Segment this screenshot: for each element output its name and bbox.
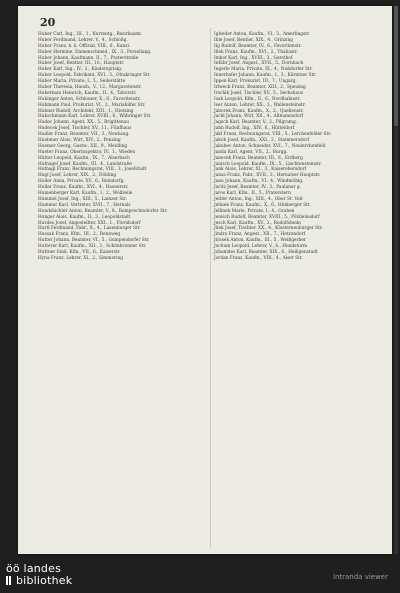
directory-entry: Jaborek Franz, Kaufm., X., 2., Quellenstr. [214, 108, 304, 114]
directory-entry: Jank Alois, Lehrer, XI., 3., Kaiserebersdorf [214, 167, 307, 173]
directory-entry: Huber Leopold, Fabrikant, XVI., 3., Ottakringer Str. [38, 73, 151, 79]
directory-entry: Hueter Franz, Oberinspektor, IV., 1., Wieden [38, 149, 136, 155]
directory-entry: Huber Ferdinand, Lehrer, V., 4., Schloßg. [38, 37, 128, 43]
directory-entry: Jordan Franz, Kaufm., VIII., 4., Alser Str. [214, 255, 303, 261]
directory-entry: Hussak Franz, Kfm., III., 2., Rennweg [38, 232, 121, 238]
directory-entry: Jaros Karl, Kfm., II., 5., Praterstern [214, 191, 291, 197]
page-number: 20 [40, 16, 56, 29]
directory-entry: Jilek Josef, Tischler, XX., 4., Klosterneuburger Str. [214, 226, 323, 232]
directory-entry: Huber Theresia, Haush., V., 12., Margaretenstr. [38, 85, 142, 91]
directory-entry: Isak Leopold, Kfm., II., 6., Nordbahnstr. [214, 96, 301, 102]
directory-entry: Hubner Rudolf, Architekt, XIII., 1., Hietzing [38, 108, 134, 114]
directory-entry: Janecek Franz, Beamter, III., 8., Erdberg [214, 155, 303, 161]
directory-entry: Hubmann Paul, Prokurist, VI., 2., Mariahilfer Str. [38, 102, 146, 108]
scrollbar-thumb[interactable] [394, 6, 398, 126]
directory-entry: Humenberger Karl, Kaufm., I., 2., Wollzeile [38, 191, 133, 197]
directory-entry: Irschik Josef, Tischler, XV., 5., Sechshaus [214, 90, 304, 96]
directory-entry: Inführ Josef, Angest., XVII., 5., Dornbach [214, 61, 304, 67]
directory-entry: Huber Maria, Private, I., 5., Seilerstätte [38, 79, 126, 85]
directory-entry: Jansa Franz, Fabr., XVII., 2., Hernalser Hauptstr. [214, 173, 321, 179]
viewer-footer [0, 559, 400, 593]
directory-entry: Jagsch Karl, Beamter, V., 2., Pilgramg. [214, 120, 298, 126]
directory-entry: Hummel Josef, Ing., XIII., 5., Lainzer Str. [38, 196, 127, 202]
directory-entry: Hugl Josef, Lehrer, XIX., 2., Döbling [38, 173, 117, 179]
scanned-page [18, 6, 392, 554]
directory-entry: Janda Karl, Agent, VII., 2., Burgg. [214, 149, 288, 155]
directory-entry: Huber Hermine, Damenschneid., IX., 3., Porzellang. [38, 49, 152, 55]
directory-entry: Johanides Karl, Beamter, XIX., 6., Heiligenstadt [214, 249, 318, 255]
directory-entry: Innerhofer Johann, Kaufm., I., 3., Kärntner Str. [214, 73, 317, 79]
viewer-label: intranda viewer [333, 573, 388, 581]
directory-entry: Ippen Karl, Prokurist, III., 7., Ungarg. [214, 79, 297, 85]
directory-entry: Hundsbichler Anton, Beamter, V., 8., Reinprechtsdorfer Str. [38, 208, 168, 214]
directory-entry: Hutterer Karl, Kaufm., XII., 3., Schönbrunner Str. [38, 244, 147, 250]
directory-entry: Illek Franz, Kaufm., XVI., 2., Thaliastr. [214, 49, 298, 55]
directory-entry: Huller Anna, Private, XV., 6., Reindorfg. [38, 179, 125, 185]
directory-entry: Hyna Franz, Lehrer, XI., 2., Simmering [38, 255, 123, 261]
directory-entry: Huberman Heinrich, Kaufm., II., 4., Taborstr. [38, 90, 137, 96]
directory-entry: Hudec Johann, Agent, XX., 5., Brigittenau [38, 120, 129, 126]
directory-entry: Hudler Franz, Beamter, VII., 3., Neubaug. [38, 132, 130, 138]
directory-entry: Jochum Leopold, Lehrer, V., 6., Hundsturm [214, 244, 308, 250]
directory-entry: Hütter Leopold, Kaufm., IX., 7., Alserbach [38, 155, 130, 161]
library-logo[interactable] [6, 563, 72, 588]
directory-entry: Jakubec Anton, Schneider, XVI., 7., Neulerchenfeld [214, 143, 326, 149]
left-column [38, 32, 206, 262]
directory-entry: Jeitler Anton, Ing., XIII., 4., Ober St. Veit [214, 196, 303, 202]
directory-entry: Ingerle Maria, Private, IX., 4., Nußdorfer Str. [214, 67, 313, 73]
directory-entry: Hubinger Anton, Schlosser, X., 8., Favoritenstr. [38, 96, 141, 102]
directory-entry: Jenisch Rudolf, Beamter, XVIII., 5., Pötzleinsdorf [214, 214, 320, 220]
directory-entry: Jellinek Marie, Private, I., 4., Graben [214, 208, 295, 214]
directory-entry: Iser Anton, Lehrer, XX., 3., Wallensteinstr. [214, 102, 306, 108]
directory-entry: Hudecek Josef, Tischler, XV., 11., Fünfhaus [38, 126, 132, 132]
directory-entry: Hurtl Ferdinand, Fabr., X., 4., Laxenburger Str. [38, 226, 141, 232]
directory-entry: Jindra Franz, Angest., XII., 7., Hetzendorf [214, 232, 306, 238]
directory-entry: Huber Josef, Rentier, III., 10., Hauptstr. [38, 61, 125, 67]
column-divider [210, 28, 211, 548]
directory-entry: Jakl Franz, Rechnungsrat, VIII., 5., Lerchenfelder Str. [214, 132, 332, 138]
directory-entry: Huttner Emil, Kfm., VII., 6., Kaiserstr. [38, 249, 121, 255]
directory-entry: Janisch Leopold, Kaufm., IX., 5., Liechtensteinstr. [214, 161, 322, 167]
directory-entry: Jaritz Josef, Beamter, IV., 3., Paulaner g. [214, 185, 302, 191]
directory-entry: Huemer Georg, Gastw., XII., 9., Meidling [38, 143, 128, 149]
directory-entry: Hummer Karl, Vertreter, XVII., 7., Hernals [38, 202, 131, 208]
right-column [214, 32, 382, 262]
directory-entry: Ilg Rudolf, Beamter, IV., 6., Favoritenstr. [214, 43, 302, 49]
directory-entry: Ihle Josef, Rentier, XIX., 4., Grinzing [214, 37, 294, 43]
directory-entry: Jirasek Anton, Kaufm., III., 5., Weißgerber [214, 238, 306, 244]
directory-entry: Jesch Karl, Kaufm., XV., 2., Rudolfsheim [214, 220, 301, 226]
directory-entry: Hurdes Josef, Angestellter, XXI., 1., Floridsdorf [38, 220, 141, 226]
logo-line-2 [6, 575, 72, 588]
directory-entry: Iglseder Anton, Kaufm., VI., 3., Amerlingstr. [214, 32, 310, 37]
logo-line-1: öö landes [6, 562, 62, 575]
directory-entry: Irlweck Franz, Beamter, XIII., 2., Speising [214, 85, 306, 91]
directory-entry: Imhof Karl, Ing., XVIII., 3., Gersthof [214, 55, 293, 61]
directory-entry: Jackl Johann, Wirt, XII., 4., Altmannsdorf [214, 114, 304, 120]
directory-entry: Hufnagl Franz, Rechnungsrat, VIII., 3., Josefstadt [38, 167, 147, 173]
directory-entry: Hubschmann Karl, Lehrer, XVIII., 6., Währinger Str. [38, 114, 152, 120]
directory-entry: Hutter Johann, Beamter, VI., 5., Gumpendorfer Str. [38, 238, 150, 244]
directory-entry: Huber Franz, k. k. Offizial, VIII., 6., Kanzl. [38, 43, 131, 49]
directory-entry: Hufnagel Josef, Kaufm., III., 4., Landstraße [38, 161, 132, 167]
directory-entry: Huber Johann, Kaufmann, II., 7., Praterstraße [38, 55, 139, 61]
directory-entry: Huebmer Alois, Wirt, XIV., 2., Penzing [38, 138, 121, 144]
directory-entry: Janu Johann, Kaufm., VI., 4., Windmühlg. [214, 179, 304, 185]
directory-entry: Jakob Josef, Kaufm., XXI., 2., Stammersdorf [214, 138, 310, 144]
directory-entry: Huber Carl, Ing., III., 1., Kurrentg., Bezirksamt. [38, 32, 143, 37]
directory-entry: Huller Franz, Kaufm., XVI., 4., Hasnerstr. [38, 185, 129, 191]
logo-bars-icon [6, 576, 14, 588]
directory-entry: Jahn Rudolf, Ing., XIV., 6., Hütteldorf [214, 126, 295, 132]
logo-line-2-text: bibliothek [16, 574, 73, 587]
directory-entry: Jelinek Franz, Kaufm., X., 6., Himberger Str. [214, 202, 311, 208]
directory-entry: Hunger Alois, Kaufm., II., 3., Leopoldstadt [38, 214, 131, 220]
directory-entry: Huber Karl, Ing., IV., 2., Kinderspitalg. [38, 67, 123, 73]
